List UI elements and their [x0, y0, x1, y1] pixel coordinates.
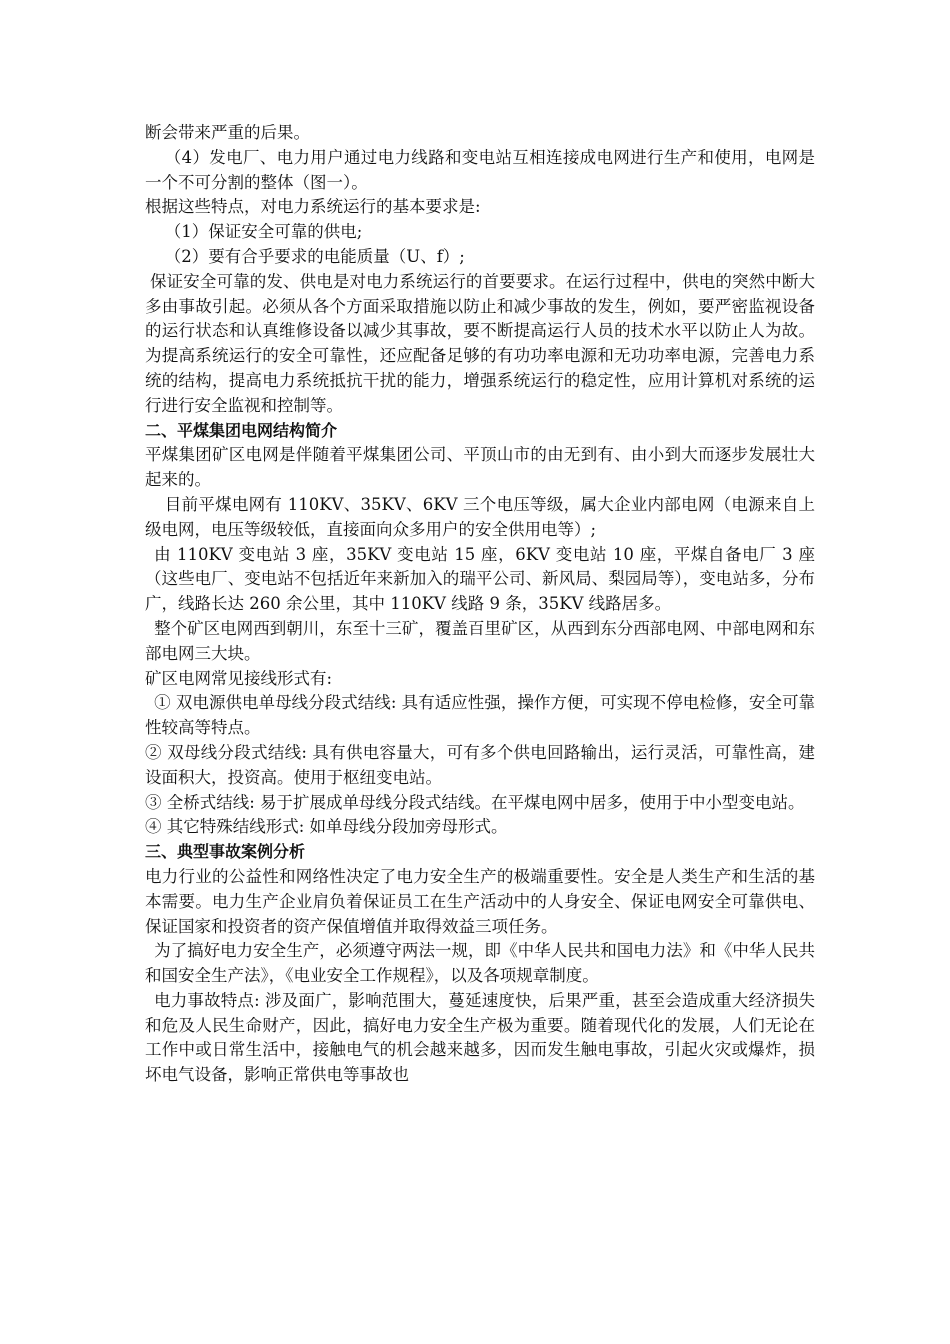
paragraph: 目前平煤电网有 110KV、35KV、6KV 三个电压等级，属大企业内部电网（电源来自上级电网，电压等级较低，直接面向众多用户的安全供用电等）; [145, 494, 815, 539]
list-item: ① 双电源供电单母线分段式结线: 具有适应性强，操作方便，可实现不停电检修，安全可靠性较高等特点。 [145, 693, 815, 738]
paragraph: （4）发电厂、电力用户通过电力线路和变电站互相连接成电网进行生产和使用，电网是一个不可分割的整体（图一）。 [145, 147, 815, 192]
paragraph: 断会带来严重的后果。 [145, 123, 310, 142]
document-page [145, 121, 815, 1088]
paragraph: 电力事故特点: 涉及面广，影响范围大，蔓延速度快，后果严重，甚至会造成重大经济损失和危及人民生命财产，因此，搞好电力安全生产极为重要。随着现代化的发展，人们无论在工作中或日常生活中，接触电气的机会越来越多，因而发生触电事故，引起火灾或爆炸，损坏电气设备，影响正常供电等事故也 [145, 990, 815, 1085]
paragraph: 电力行业的公益性和网络性决定了电力安全生产的极端重要性。安全是人类生产和生活的基本需要。电力生产企业肩负着保证员工在生产活动中的人身安全、保证电网安全可靠供电、保证国家和投资者的资产保值增值并取得效益三项任务。 [145, 866, 815, 936]
paragraph: 整个矿区电网西到朝川，东至十三矿，覆盖百里矿区，从西到东分西部电网、中部电网和东部电网三大块。 [145, 618, 815, 663]
paragraph: 平煤集团矿区电网是伴随着平煤集团公司、平顶山市的由无到有、由小到大而逐步发展壮大起来的。 [145, 445, 815, 490]
paragraph: （1）保证安全可靠的供电; [164, 222, 363, 242]
paragraph: 矿区电网常见接线形式有: [145, 668, 333, 688]
list-item: ④ 其它特殊结线形式: 如单母线分段加旁母形式。 [145, 817, 508, 837]
list-item: ③ 全桥式结线: 易于扩展成单母线分段式结线。在平煤电网中居多，使用于中小型变电站。 [145, 792, 805, 812]
paragraph: 为了搞好电力安全生产，必须遵守两法一规，即《中华人民共和国电力法》和《中华人民共和国安全生产法》，《电业安全工作规程》，以及各项规章制度。 [145, 941, 815, 986]
section-heading: 二、平煤集团电网结构简介 [145, 420, 338, 440]
paragraph: 根据这些特点，对电力系统运行的基本要求是: [145, 197, 481, 217]
section-heading: 三、典型事故案例分析 [145, 842, 306, 862]
paragraph: 保证安全可靠的发、供电是对电力系统运行的首要要求。在运行过程中，供电的突然中断大多由事故引起。必须从各个方面采取措施以防止和减少事故的发生，例如，要严密监视设备的运行状态和认真维修设备以减少其事故，要不断提高运行人员的技术水平以防止人为故。为提高系统运行的安全可靠性，还应配备足够的有功功率电源和无功功率电源，完善电力系统的结构，提高电力系统抵抗干扰的能力，增强系统运行的稳定性，应用计算机对系统的运行进行安全监视和控制等。 [145, 271, 815, 415]
list-item: ② 双母线分段式结线: 具有供电容量大，可有多个供电回路输出，运行灵活，可靠性高，建设面积大，投资高。使用于枢纽变电站。 [145, 742, 815, 787]
paragraph: 由 110KV 变电站 3 座，35KV 变电站 15 座，6KV 变电站 10 座，平煤自备电厂 3 座（这些电厂、变电站不包括近年来新加入的瑞平公司、新风局、梨园局等），变电站多，分布广，线路长达 260 余公里，其中 110KV 线路 9 条，35KV 线路居多。 [145, 544, 815, 614]
paragraph: （2）要有合乎要求的电能质量（U、f）; [164, 246, 465, 266]
